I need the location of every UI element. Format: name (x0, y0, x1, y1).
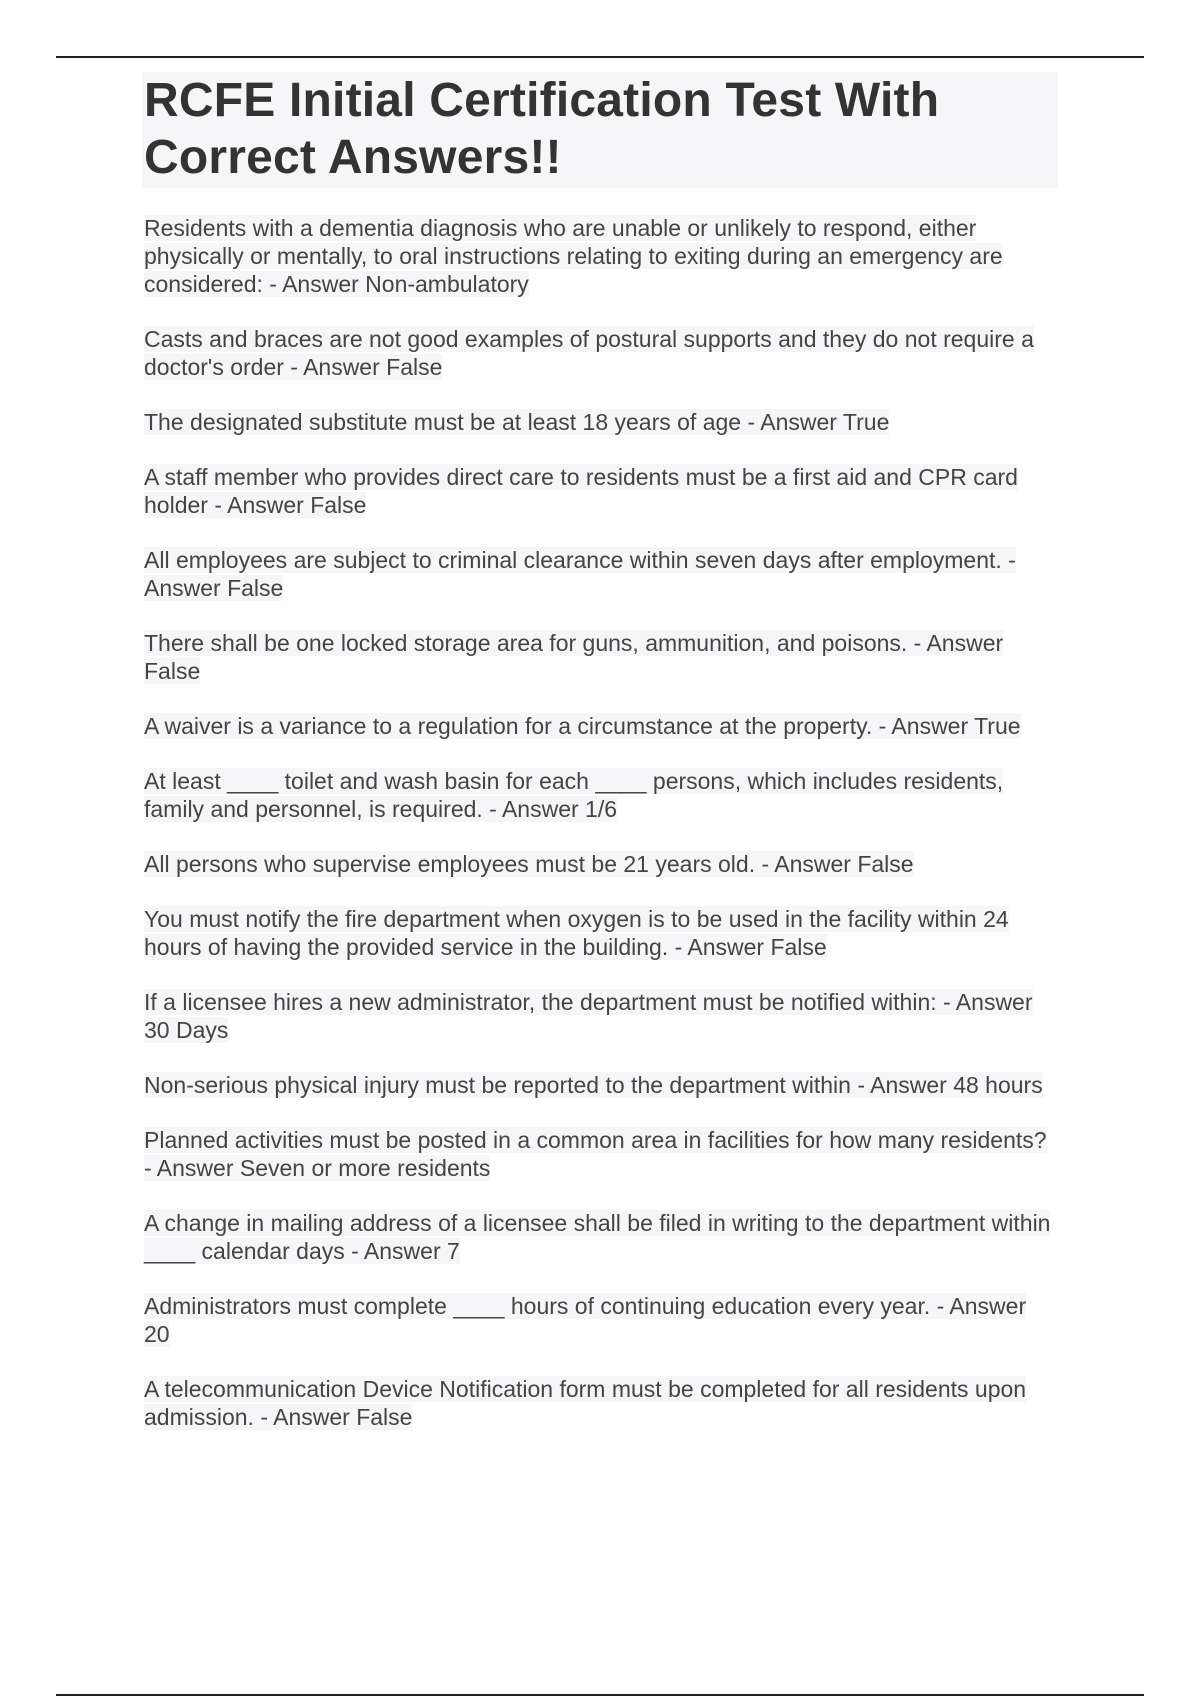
qa-item (144, 1209, 1058, 1265)
qa-text: Non-serious physical injury must be reported to the department within - Answer 48 hours (144, 1072, 1043, 1098)
qa-text: If a licensee hires a new administrator, the department must be notified within: - Answer 30 Days (144, 989, 1033, 1043)
qa-item (144, 546, 1058, 602)
title-block (142, 72, 1058, 188)
qa-item (144, 1071, 1058, 1099)
qa-text: A telecommunication Device Notification form must be completed for all residents upon admission. - Answer False (144, 1376, 1027, 1430)
qa-text: Residents with a dementia diagnosis who are unable or unlikely to respond, either physically or mentally, to oral instructions relating to exiting during an emergency are considered: - Answer Non-ambulatory (144, 215, 1003, 297)
qa-text: Casts and braces are not good examples of postural supports and they do not require a doctor's order - Answer False (144, 326, 1034, 380)
qa-text: Planned activities must be posted in a common area in facilities for how many residents? - Answer Seven or more residents (144, 1127, 1047, 1181)
qa-item (144, 850, 1058, 878)
qa-text: Administrators must complete ____ hours of continuing education every year. - Answer 20 (144, 1293, 1027, 1347)
qa-item (144, 1292, 1058, 1348)
qa-text: At least ____ toilet and wash basin for each ____ persons, which includes residents, family and personnel, is required. - Answer 1/6 (144, 768, 1004, 822)
qa-text: All persons who supervise employees must be 21 years old. - Answer False (144, 851, 914, 877)
document-body (144, 72, 1058, 1458)
document-title: RCFE Initial Certification Test With Correct Answers!! (144, 74, 940, 184)
qa-text: A change in mailing address of a licensee shall be filed in writing to the department within ____ calendar days - Answer 7 (144, 1210, 1051, 1264)
qa-item (144, 629, 1058, 685)
qa-item (144, 767, 1058, 823)
qa-item (144, 905, 1058, 961)
bottom-rule (56, 1694, 1144, 1696)
qa-item (144, 988, 1058, 1044)
qa-item (144, 214, 1058, 298)
qa-text: There shall be one locked storage area for guns, ammunition, and poisons. - Answer False (144, 630, 1004, 684)
qa-text: The designated substitute must be at least 18 years of age - Answer True (144, 409, 890, 435)
qa-text: All employees are subject to criminal clearance within seven days after employment. - Answer False (144, 547, 1016, 601)
qa-item (144, 408, 1058, 436)
qa-text: A staff member who provides direct care to residents must be a first aid and CPR card holder - Answer False (144, 464, 1018, 518)
top-rule (56, 56, 1144, 58)
qa-text: A waiver is a variance to a regulation for a circumstance at the property. - Answer True (144, 713, 1021, 739)
qa-item (144, 1375, 1058, 1431)
qa-text: You must notify the fire department when oxygen is to be used in the facility within 24 hours of having the provided service in the building. - Answer False (144, 906, 1009, 960)
qa-item (144, 463, 1058, 519)
qa-item (144, 325, 1058, 381)
qa-item (144, 1126, 1058, 1182)
question-answer-list (144, 214, 1058, 1431)
qa-item (144, 712, 1058, 740)
